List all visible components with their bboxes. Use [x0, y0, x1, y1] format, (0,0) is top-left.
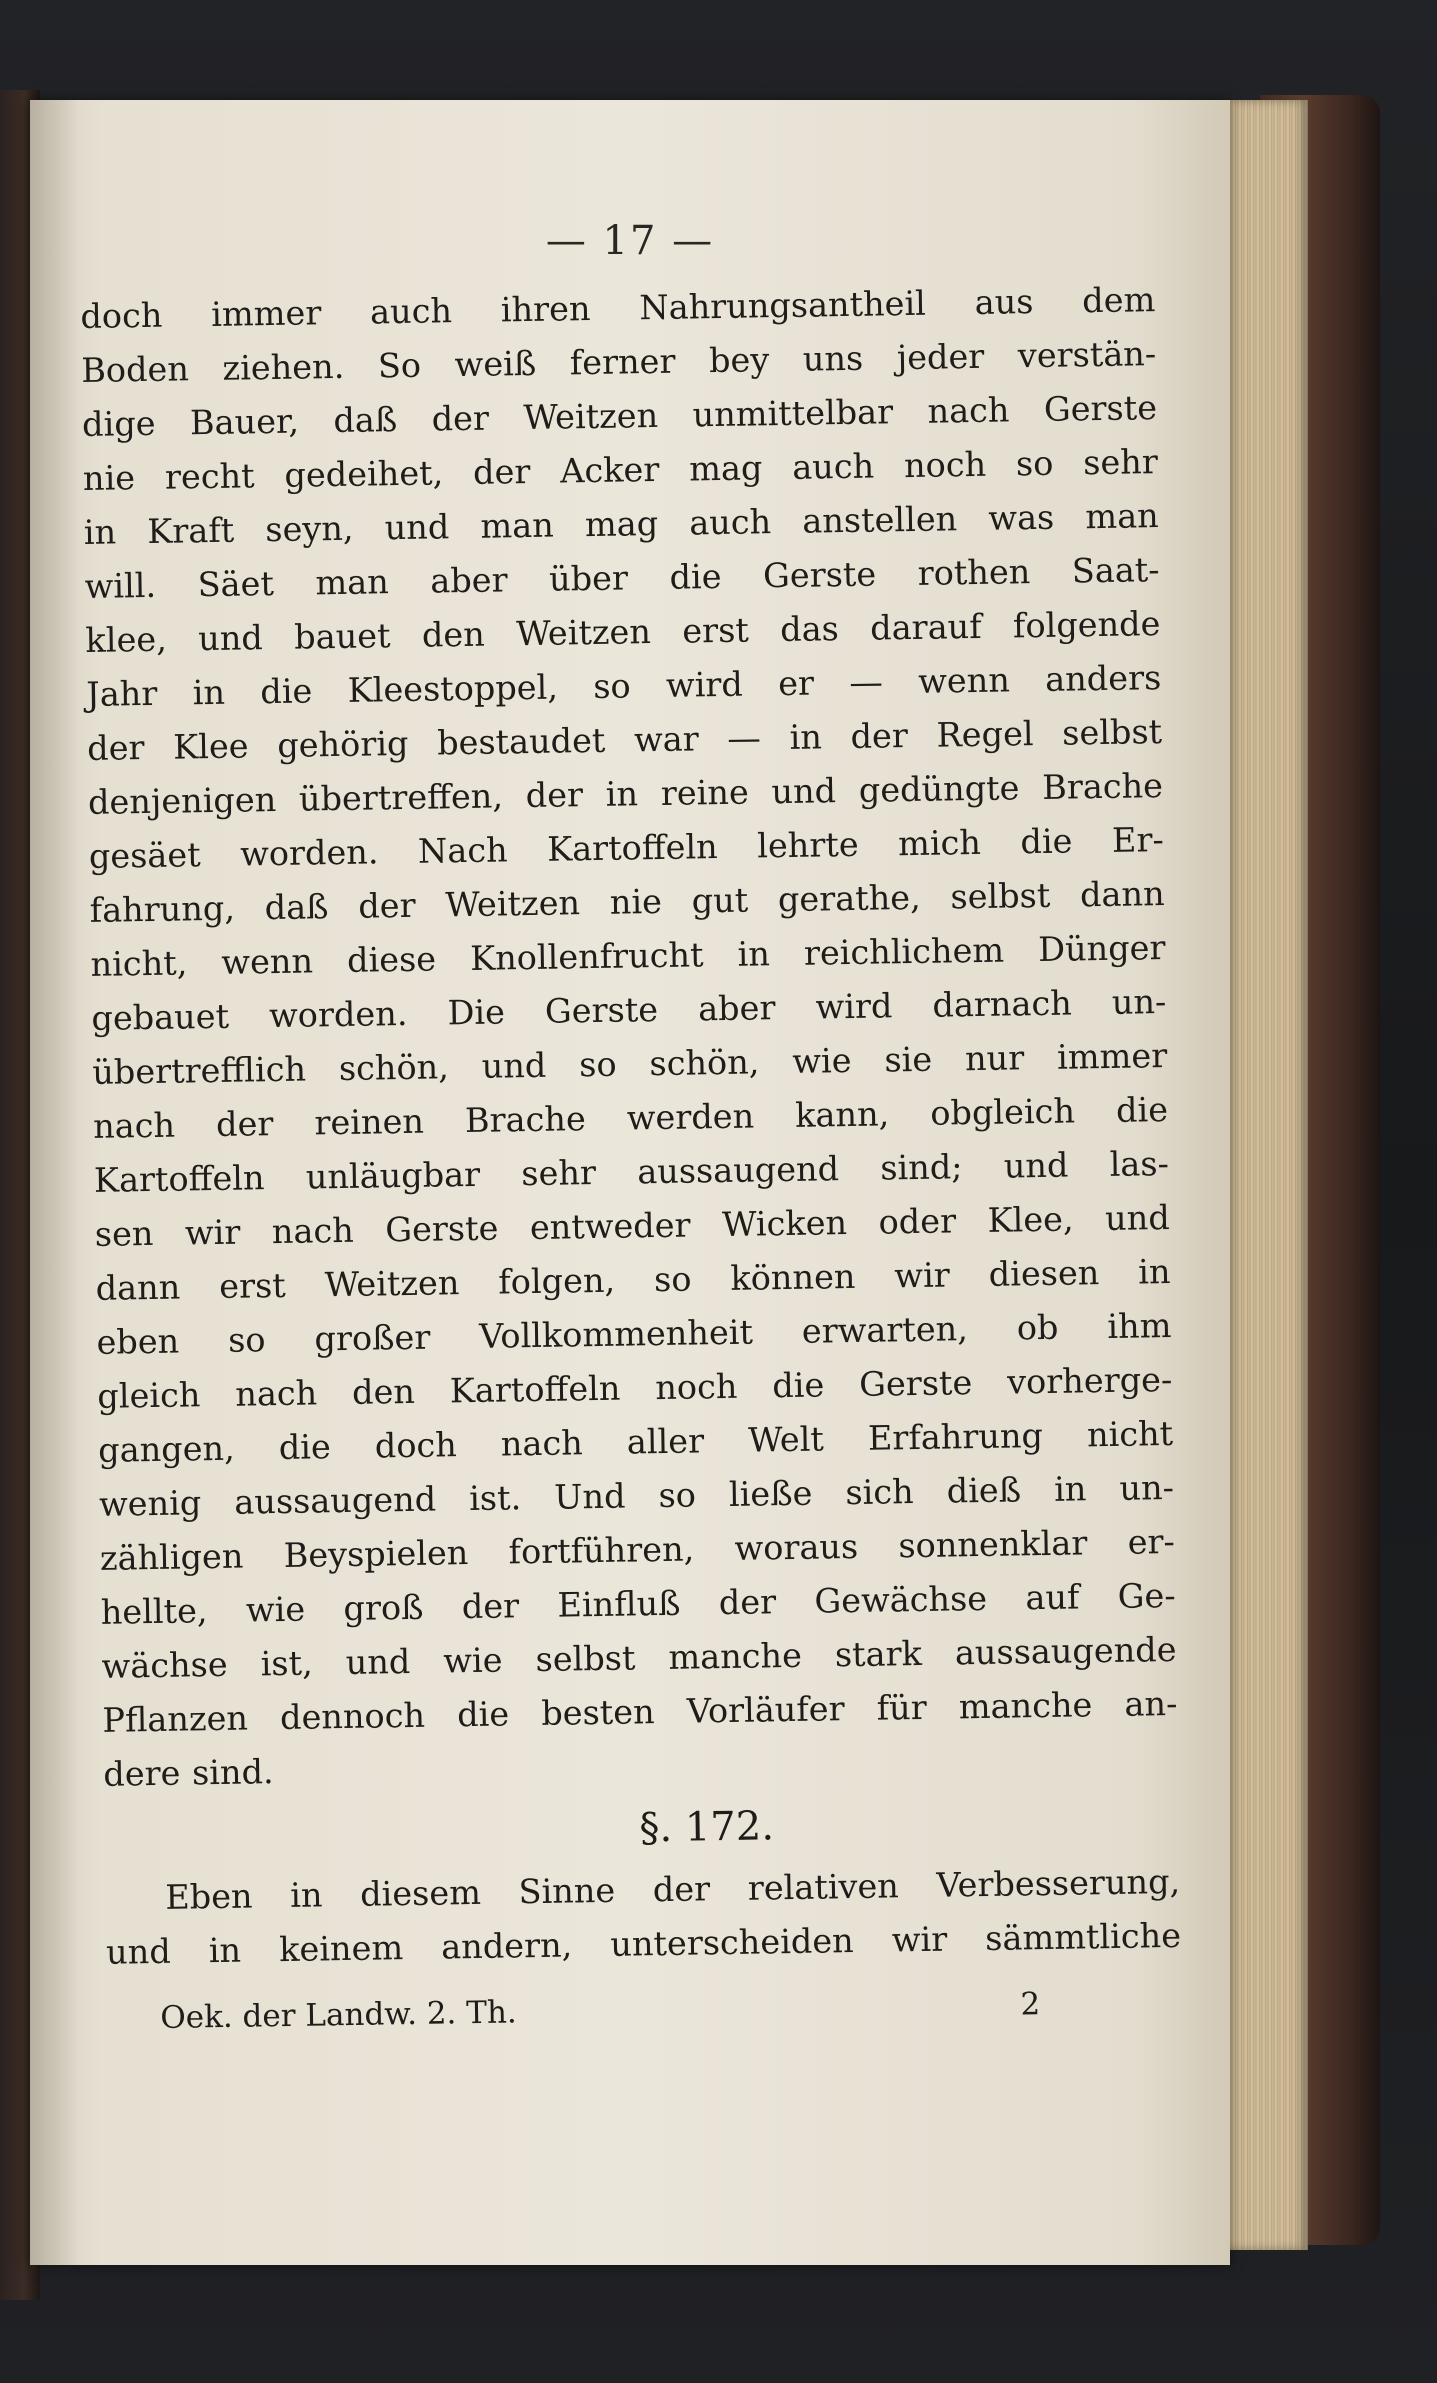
text-line: dann erst Weitzen folgen, so können wir diesen in	[95, 1251, 1171, 1308]
text-line: doch immer auch ihren Nahrungsantheil aus dem	[80, 280, 1156, 336]
page-header: — 17 —	[545, 218, 715, 264]
text-line: gebauet worden. Die Gerste aber wird darnach un-	[91, 982, 1167, 1038]
text-line: eben so großer Vollkommenheit erwarten, ob ihm	[96, 1305, 1172, 1362]
gutter-shadow	[30, 100, 80, 2265]
text-line: Kartoffeln unläugbar sehr aussaugend sind; und las-	[93, 1144, 1170, 1200]
text-line: sen wir nach Gerste entweder Wicken oder Klee, und	[94, 1198, 1171, 1254]
section-heading: §. 172.	[639, 1803, 775, 1852]
text-line: dige Bauer, daß der Weitzen unmittelbar nach Gerste	[81, 388, 1158, 444]
book-page	[30, 100, 1230, 2265]
text-line: denjenigen übertreffen, der in reine und gedüngte Brache	[87, 766, 1164, 822]
text-line: und in keinem andern, unterscheiden wir sämmtliche	[105, 1915, 1182, 1972]
text-line: der Klee gehörig bestaudet war — in der Regel selbst	[86, 712, 1163, 768]
text-line: Pflanzen dennoch die besten Vorläufer für manche an-	[102, 1683, 1178, 1740]
text-line: will. Säet man aber über die Gerste rothen Saat-	[84, 550, 1160, 606]
text-line: gangen, die doch nach aller Welt Erfahrung nicht	[97, 1413, 1174, 1470]
text-line: nach der reinen Brache werden kann, obgleich die	[92, 1090, 1169, 1146]
text-line: in Kraft seyn, und man mag auch anstellen was man	[83, 496, 1159, 552]
text-line: Boden ziehen. So weiß ferner bey uns jeder verstän-	[80, 334, 1157, 390]
text-line: dere sind.	[103, 1752, 274, 1794]
text-line: zähligen Beyspielen fortführen, woraus sonnenklar er-	[99, 1521, 1176, 1578]
text-line: übertrefflich schön, und so schön, wie sie nur immer	[91, 1036, 1168, 1092]
page-edges	[1218, 100, 1308, 2250]
text-line: Eben in diesem Sinne der relativen Verbesserung,	[164, 1861, 1181, 1917]
text-line: Jahr in die Kleestoppel, so wird er — wenn anders	[86, 658, 1162, 714]
text-line: nie recht gedeihet, der Acker mag auch noch so sehr	[82, 442, 1159, 498]
text-line: wenig aussaugend ist. Und so ließe sich dieß in un-	[98, 1467, 1175, 1524]
text-line: gleich nach den Kartoffeln noch die Gerste vorherge-	[97, 1359, 1173, 1416]
page-body	[80, 273, 1181, 1980]
text-line: nicht, wenn diese Knollenfrucht in reichlichem Dünger	[90, 928, 1166, 984]
text-line: klee, und bauet den Weitzen erst das darauf folgende	[85, 604, 1161, 660]
text-line: wächse ist, und wie selbst manche stark aussaugende	[101, 1629, 1177, 1686]
signature-mark: 2	[1020, 1986, 1041, 2023]
text-line: fahrung, daß der Weitzen nie gut gerathe, selbst dann	[89, 874, 1165, 930]
text-line: hellte, wie groß der Einfluß der Gewächse auf Ge-	[100, 1575, 1176, 1632]
page-footer	[160, 1986, 1040, 2036]
footer-title: Oek. der Landw. 2. Th.	[160, 1994, 518, 2036]
text-line: gesäet worden. Nach Kartoffeln lehrte mich die Er-	[88, 820, 1165, 876]
